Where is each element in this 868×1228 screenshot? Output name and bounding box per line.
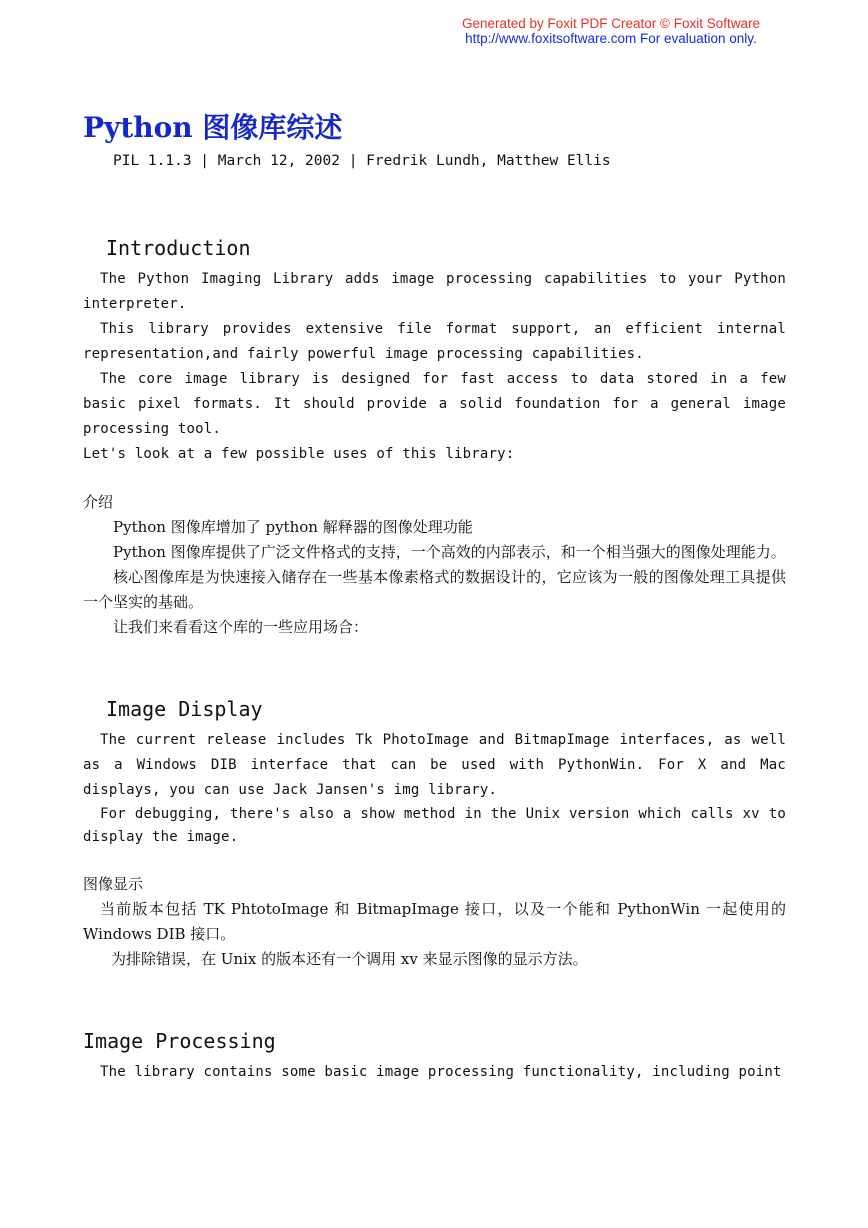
intro-paragraph-2: This library provides extensive file format support, an efficient internal representation,and fairly powerful image processing capabilities. xyxy=(83,321,786,362)
intro-paragraph-1: The Python Imaging Library adds image processing capabilities to your Python interpreter. xyxy=(83,271,786,312)
heading-image-processing: Image Processing xyxy=(83,1029,276,1053)
intro-paragraph-4: Let's look at a few possible uses of this library: xyxy=(83,446,515,462)
display-zh-paragraph-2: 为排除错误，在 Unix 的版本还有一个调用 xv 来显示图像的显示方法。 xyxy=(111,950,588,968)
document-title: Python 图像库综述 xyxy=(83,111,343,144)
section-introduction xyxy=(83,234,786,640)
document-subtitle: PIL 1.1.3 | March 12, 2002 | Fredrik Lundh, Matthew Ellis xyxy=(113,153,611,169)
display-zh-heading: 图像显示 xyxy=(83,875,144,893)
intro-zh-paragraph-4: 让我们来看看这个库的一些应用场合： xyxy=(113,618,369,636)
intro-zh-paragraph-2: Python 图像库提供了广泛文件格式的支持，一个高效的内部表示，和一个相当强大的图像处理能力。 xyxy=(113,543,786,561)
watermark-url-line: http://www.foxitsoftware.com For evaluation only. xyxy=(465,31,757,46)
display-paragraph-2: For debugging, there's also a show method in the Unix version which calls xv to display the image. xyxy=(83,806,786,845)
heading-introduction: Introduction xyxy=(106,236,251,260)
evaluation-watermark xyxy=(462,16,760,46)
display-paragraph-1: The current release includes Tk PhotoImage and BitmapImage interfaces, as well as a Windows DIB interface that can be used with PythonWin. For X and Mac displays, you can use Jack Jansen's img library. xyxy=(83,732,786,798)
document-page xyxy=(83,108,786,1085)
watermark-generator-line: Generated by Foxit PDF Creator © Foxit Software xyxy=(461,16,760,31)
intro-zh-paragraph-3: 核心图像库是为快速接入储存在一些基本像素格式的数据设计的，它应该为一般的图像处理工具提供一个坚实的基础。 xyxy=(83,568,786,611)
processing-paragraph-1: The library contains some basic image processing functionality, including point xyxy=(100,1064,782,1080)
intro-zh-paragraph-1: Python 图像库增加了 python 解释器的图像处理功能 xyxy=(113,518,473,536)
display-zh-paragraph-1: 当前版本包括 TK PhtotoImage 和 BitmapImage 接口，以及一个能和 PythonWin 一起使用的 Windows DIB 接口。 xyxy=(83,900,786,943)
section-image-display xyxy=(83,695,786,972)
heading-image-display: Image Display xyxy=(106,697,263,721)
section-image-processing xyxy=(83,1027,786,1085)
intro-paragraph-3: The core image library is designed for fast access to data stored in a few basic pixel formats. It should provide a solid foundation for a general image processing tool. xyxy=(83,371,786,437)
intro-zh-heading: 介绍 xyxy=(83,493,114,511)
